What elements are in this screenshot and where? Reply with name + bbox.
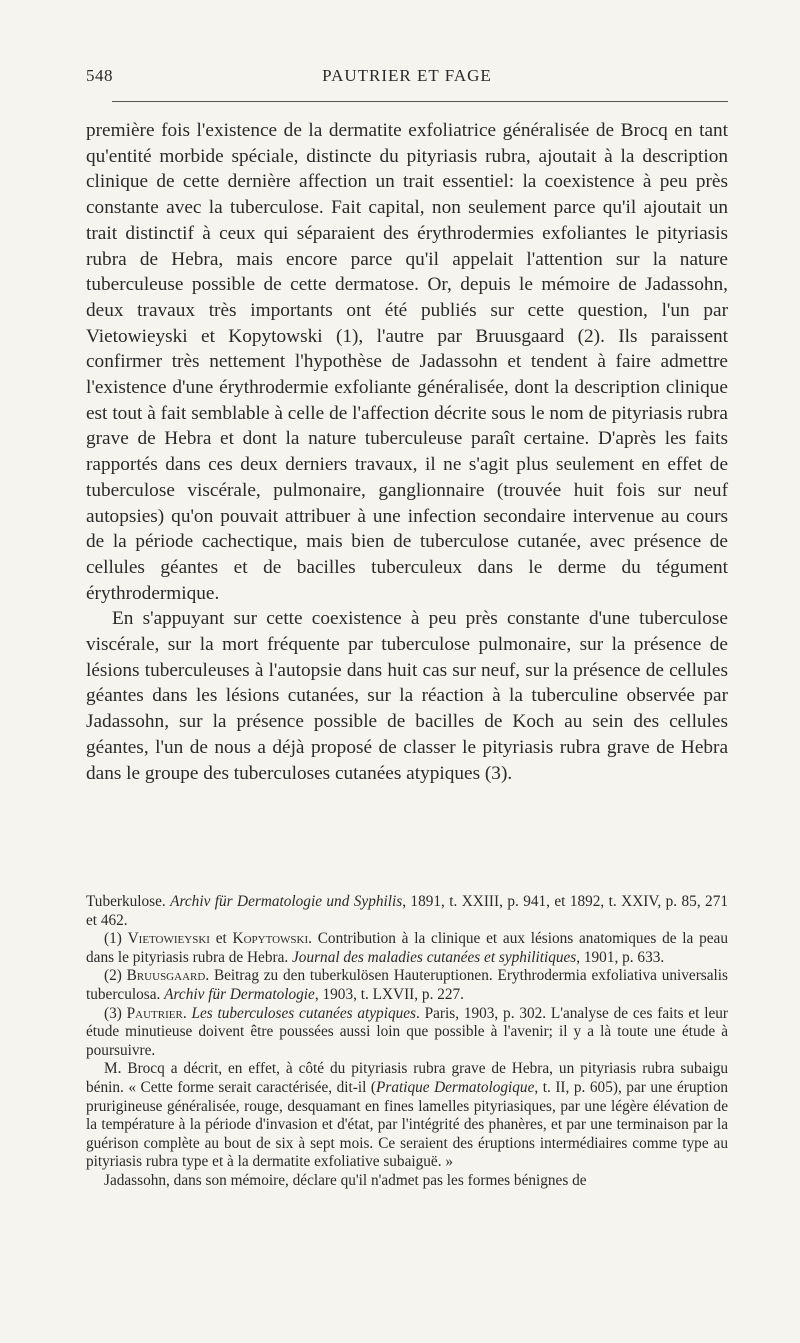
header-rule xyxy=(112,101,728,102)
author-name: Kopytowski xyxy=(232,930,309,948)
footnote-paragraph: M. Brocq a décrit, en effet, à côté du pityriasis rubra grave de Hebra, un pityriasis rubra subaigu bénin. « Cette forme serait caractérisée, dit-il (Pratique Dermatologique, t. II, p. 605), par une éruption prurigineuse généralisée, rouge, desquamant en fines lamelles pityriasiques, par une légère élévation de la température à la période d'invasion et d'état, par l'intégrité des phanères, et par une terminaison par la guérison complète au bout de six à sept mois. Ce seraient des éruptions intermédiaires comme type au pityriasis rubra type et à la dermatite exfoliative subaiguë. » xyxy=(86,1060,728,1171)
page-number: 548 xyxy=(86,66,113,85)
body-paragraph: première fois l'existence de la dermatite exfoliatrice généralisée de Brocq en tant qu'entité morbide spéciale, distincte du pityriasis rubra, ajoutait à la description clinique de cette dernière affection un trait essentiel: la coexistence à peu près constante avec la tuberculose. Fait capital, non seulement parce qu'il ajoutait un trait distinctif à ceux qui séparaient des érythrodermies exfoliantes le pityriasis rubra de Hebra, mais encore parce qu'il appelait l'attention sur la nature tuberculeuse possible de cette dermatose. Or, depuis le mémoire de Jadassohn, deux travaux très importants ont été publiés sur cette question, l'un par Vietowieyski et Kopytowski (1), l'autre par Bruusgaard (2). Ils paraissent confirmer très nettement l'hypothèse de Jadassohn et tendent à faire admettre l'existence d'une érythrodermie exfoliante généralisée, dont la description clinique est tout à fait semblable à celle de l'affection décrite sous le nom de pityriasis rubra grave de Hebra et dont la nature tuberculeuse paraît certaine. D'après les faits rapportés dans ces deux derniers travaux, il ne s'agit plus seulement en effet de tuberculose viscérale, pulmonaire, ganglionnaire (trouvée huit fois sur neuf autopsies) qu'on pouvait attribuer à une infection secondaire intervenue au cours de la période cachectique, mais bien de tuberculose cutanée, avec présence de cellules géantes et de bacilles tuberculeux dans le derme du tégument érythrodermique. xyxy=(86,120,728,604)
footnote-1: (1) Vietowieyski et Kopytowski. Contribution à la clinique et aux lésions anatomiques de la peau dans le pityriasis rubra de Hebra. Journal des maladies cutanées et syphilitiques, 1901, p. 633. xyxy=(86,930,728,966)
footnote-2: (2) Bruusgaard. Beitrag zu den tuberkulösen Hauteruptionen. Erythrodermia exfoliativa universalis tuberculosa. Archiv für Dermatologie, 1903, t. LXVII, p. 227. xyxy=(86,967,728,1003)
main-text xyxy=(86,118,728,786)
journal-title: Journal des maladies cutanées et syphilitiques xyxy=(292,948,577,966)
footnote-continuation: Tuberkulose. Archiv für Dermatologie und Syphilis, 1891, t. XXIII, p. 941, et 1892, t. XXIV, p. 85, 271 et 462. xyxy=(86,893,728,929)
footnote-3: (3) Pautrier. Les tuberculoses cutanées atypiques. Paris, 1903, p. 302. L'analyse de ces faits et leur étude minutieuse doivent être poussées aussi loin que possible à l'avenir; il y a là toute une étude à poursuivre. xyxy=(86,1004,728,1059)
book-title: Les tuberculoses cutanées atypiques xyxy=(191,1004,416,1022)
page-header xyxy=(86,66,728,94)
journal-title: Archiv für Dermatologie und Syphilis xyxy=(170,893,403,910)
book-title: Pratique Dermatologique xyxy=(376,1078,535,1096)
journal-title: Archiv für Dermatologie xyxy=(164,985,315,1003)
footnotes xyxy=(86,893,728,1191)
body-paragraph: En s'appuyant sur cette coexistence à peu près constante d'une tuberculose viscérale, sur la mort fréquente par tuberculose pulmonaire, sur la présence de lésions tuberculeuses à l'autopsie dans huit cas sur neuf, sur la présence de cellules géantes dans les lésions cutanées, sur la réaction à la tuberculine observée par Jadassohn, sur la présence possible de bacilles de Koch au sein des cellules géantes, l'un de nous a déjà proposé de classer le pityriasis rubra grave de Hebra dans le groupe des tuberculoses cutanées atypiques (3). xyxy=(86,608,728,784)
author-name: Vietowieyski xyxy=(127,930,210,948)
author-name: Pautrier xyxy=(126,1004,183,1022)
author-name: Bruusgaard xyxy=(126,967,206,985)
footnote-paragraph: Jadassohn, dans son mémoire, déclare qu'il n'admet pas les formes bénignes de xyxy=(104,1171,587,1189)
running-head: PAUTRIER ET FAGE xyxy=(322,66,492,85)
